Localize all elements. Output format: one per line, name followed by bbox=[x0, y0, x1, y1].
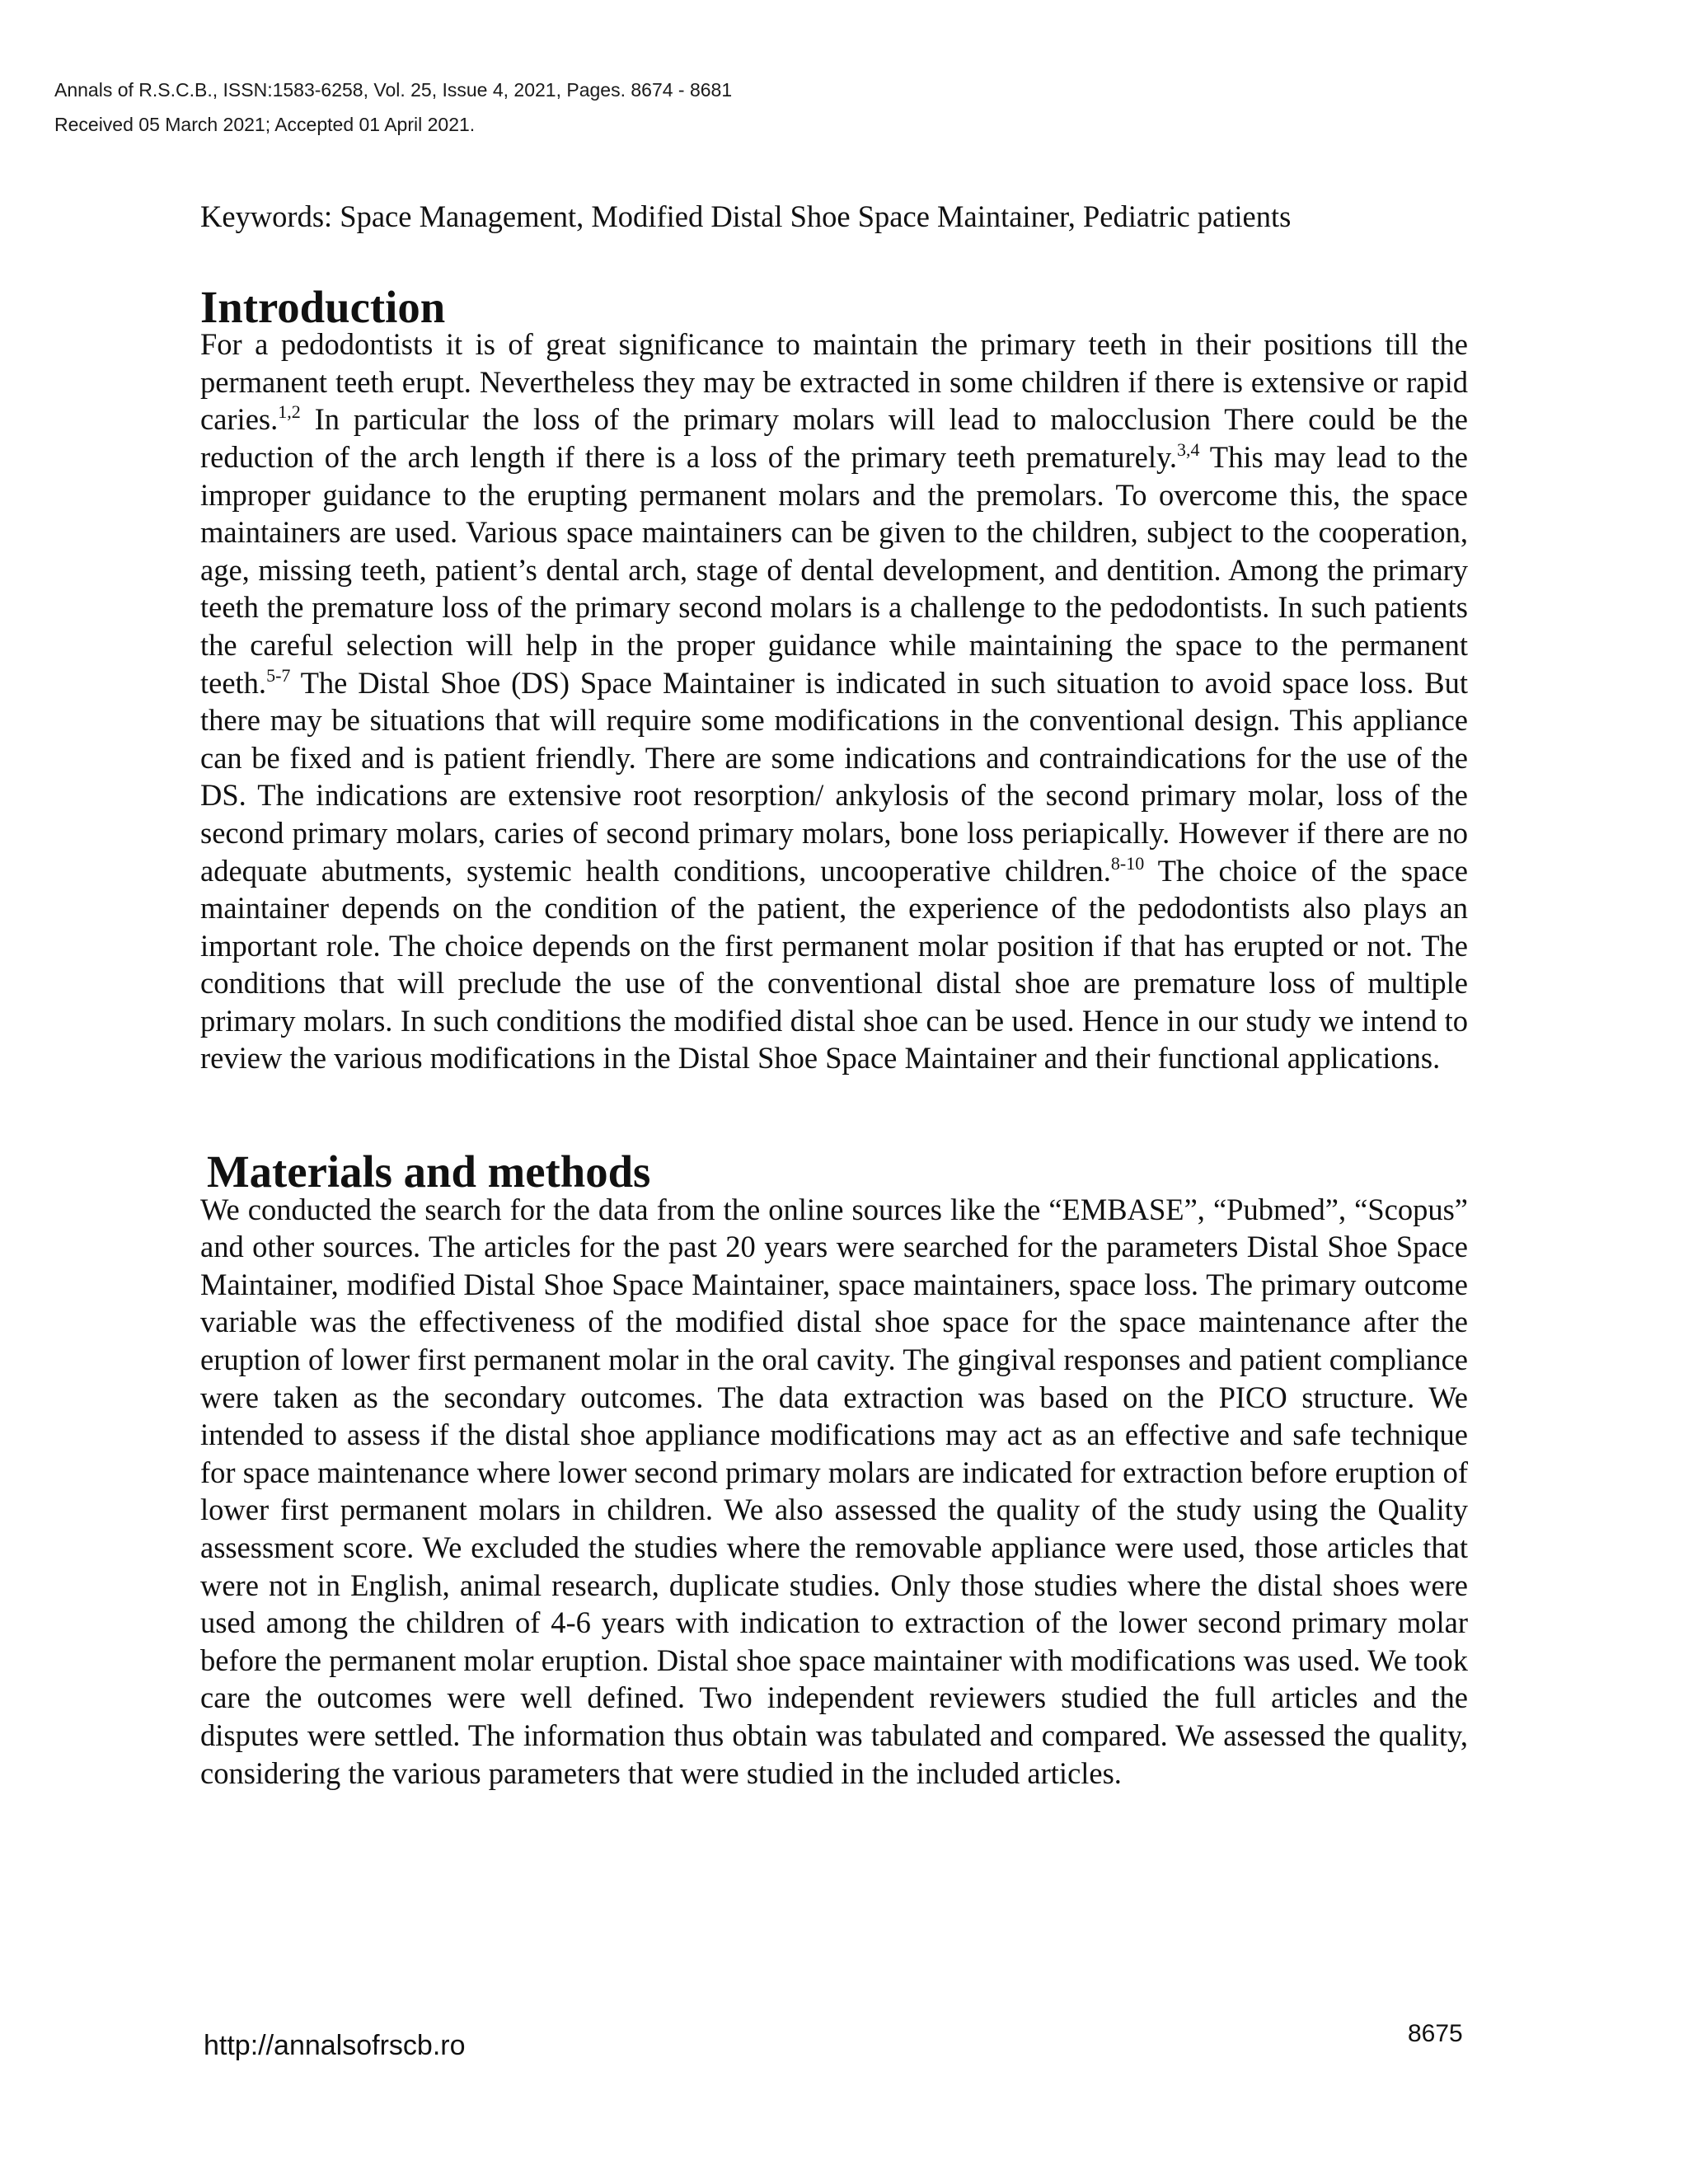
journal-citation-line: Annals of R.S.C.B., ISSN:1583-6258, Vol. 25, Issue 4, 2021, Pages. 8674 - 8681 bbox=[54, 79, 733, 101]
intro-text-2: In particular the loss of the primary molars will lead to malocclusion There could be the reduction of the arch length if there is a loss of the primary teeth prematurely. bbox=[200, 402, 1468, 474]
intro-text-4: The Distal Shoe (DS) Space Maintainer is indicated in such situation to avoid space loss. But there may be situations that will require some modifications in the conventional design. This appliance can be fixed and is patient friendly. There are some indications and contraindications for the use of the DS. The indications are extensive root resorption/ ankylosis of the second primary molar, loss of the second primary molars, caries of second primary molars, bone loss periapically. However if there are no adequate abutments, systemic health conditions, uncooperative children. bbox=[200, 665, 1468, 888]
citation-3-4: 3,4 bbox=[1177, 438, 1200, 460]
citation-1-2: 1,2 bbox=[278, 401, 301, 423]
intro-text-1: For a pedodontists it is of great significance to maintain the primary teeth in their positions till the permanent teeth erupt. Nevertheless they may be extracted in some children if there is extensive or rapid caries. bbox=[200, 327, 1468, 437]
received-accepted-line: Received 05 March 2021; Accepted 01 April 2021. bbox=[54, 114, 476, 135]
footer-url: http://annalsofrscb.ro bbox=[204, 2030, 466, 2061]
introduction-heading: Introduction bbox=[200, 281, 446, 332]
intro-text-3: This may lead to the improper guidance to the erupting permanent molars and the premolars. To overcome this, the space maintainers are used. Various space maintainers can be given to the children, subject to the cooperation, age, missing teeth, patient’s dental arch, stage of dental development, and dentition. Among the primary teeth the premature loss of the primary second molars is a challenge to the pedodontists. In such patients the careful selection will help in the proper guidance while maintaining the space to the permanent teeth. bbox=[200, 439, 1468, 700]
methods-heading: Materials and methods bbox=[207, 1146, 651, 1197]
methods-paragraph: We conducted the search for the data from the online sources like the “EMBASE”, “Pubmed”, “Scopus” and other sources. The articles for the past 20 years were searched for the parameters Distal Shoe Space Maintainer, modified Distal Shoe Space Maintainer, space maintainers, space loss. The primary outcome variable was the effectiveness of the modified distal shoe space for the space maintenance after the eruption of lower first permanent molar in the oral cavity. The gingival responses and patient compliance were taken as the secondary outcomes. The data extraction was based on the PICO structure. We intended to assess if the distal shoe appliance modifications may act as an effective and safe technique for space maintenance where lower second primary molars are indicated for extraction before eruption of lower first permanent molars in children. We also assessed the quality of the study using the Quality assessment score. We excluded the studies where the removable appliance were used, those articles that were not in English, animal research, duplicate studies. Only those studies where the distal shoes were used among the children of 4-6 years with indication to extraction of the lower second primary molar before the permanent molar eruption. Distal shoe space maintainer with modifications was used. We took care the outcomes were well defined. Two independent reviewers studied the full articles and the disputes were settled. The information thus obtain was tabulated and compared. We assessed the quality, considering the various parameters that were studied in the included articles. bbox=[200, 1192, 1468, 1790]
citation-5-7: 5-7 bbox=[266, 664, 291, 686]
keywords-line: Keywords: Space Management, Modified Distal Shoe Space Maintainer, Pediatric patients bbox=[200, 199, 1292, 233]
article-body bbox=[200, 198, 1468, 1792]
introduction-paragraph bbox=[200, 326, 1468, 1077]
page-number: 8675 bbox=[1408, 2020, 1463, 2047]
intro-text-5: The choice of the space maintainer depends on the condition of the patient, the experience of the pedodontists also plays an important role. The choice depends on the first permanent molar position if that has erupted or not. The conditions that will preclude the use of the conventional distal shoe are premature loss of multiple primary molars. In such conditions the modified distal shoe can be used. Hence in our study we intend to review the various modifications in the Distal Shoe Space Maintainer and their functional applications. bbox=[200, 853, 1468, 1076]
running-header bbox=[54, 73, 732, 142]
citation-8-10: 8-10 bbox=[1110, 852, 1145, 874]
